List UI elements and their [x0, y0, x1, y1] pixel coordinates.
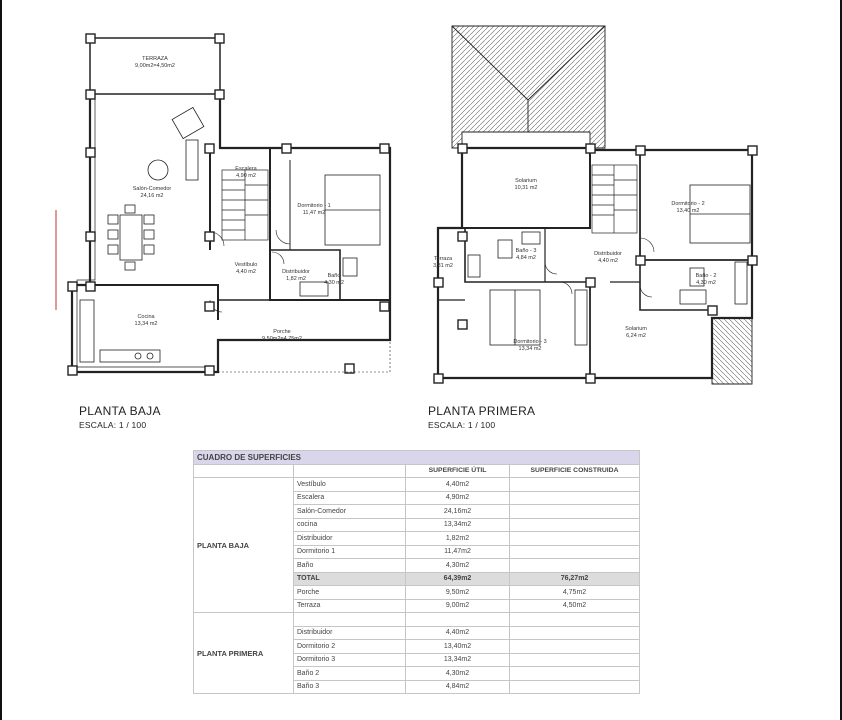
ground-floor-plan: [56, 34, 390, 375]
total-label: TOTAL: [294, 572, 406, 586]
util-cell: 9,50m2: [406, 586, 510, 600]
group-label-planta-baja: PLANTA BAJA: [194, 478, 294, 613]
room-name: Escalera: [235, 166, 257, 172]
util-cell: 13,34m2: [406, 518, 510, 532]
room-name: Dormitorio - 1: [297, 203, 331, 209]
room-cell: Porche: [294, 586, 406, 600]
table-row: [194, 613, 640, 627]
construida-cell: [510, 532, 640, 546]
room-area: 4,40 m2: [598, 258, 618, 264]
construida-cell: 4,50m2: [510, 599, 640, 613]
room-cell: cocina: [294, 518, 406, 532]
room-name: Vestíbulo: [234, 262, 258, 268]
room-area: 1,82 m2: [286, 276, 306, 282]
total-construida: 76,27m2: [510, 572, 640, 586]
column-header-row: [194, 464, 640, 478]
room-name: Solarium: [625, 326, 647, 332]
room-name: Dormitorio - 2: [671, 201, 705, 207]
util-cell: 9,00m2: [406, 599, 510, 613]
util-cell: 4,90m2: [406, 491, 510, 505]
construida-cell: [510, 667, 640, 681]
table-title: CUADRO DE SUPERFICIES: [194, 451, 640, 465]
construida-cell: [510, 491, 640, 505]
room-cell: Baño 2: [294, 667, 406, 681]
room-area: 6,24 m2: [626, 333, 646, 339]
room-area: 3,81 m2: [433, 263, 453, 269]
util-cell: 13,34m2: [406, 653, 510, 667]
room-cell: Baño 3: [294, 680, 406, 694]
room-area: 13,40 m2: [676, 208, 700, 214]
total-util: 64,39m2: [406, 572, 510, 586]
room-name: TERRAZA: [142, 56, 168, 62]
room-area: 9,50m2=4,75m2: [262, 336, 302, 342]
table-row: [194, 478, 640, 492]
room-area: 4,30 m2: [696, 280, 716, 286]
construida-cell: [510, 478, 640, 492]
ground-floor-scale: ESCALA: 1 / 100: [79, 420, 147, 430]
construida-cell: [510, 653, 640, 667]
util-cell: 4,40m2: [406, 478, 510, 492]
util-cell: 24,16m2: [406, 505, 510, 519]
col-header-construida: SUPERFICIE CONSTRUIDA: [510, 464, 640, 478]
group-label-planta-primera: PLANTA PRIMERA: [194, 613, 294, 694]
room-cell: Distribuidor: [294, 626, 406, 640]
room-area: 10,31 m2: [514, 185, 538, 191]
construida-cell: [510, 680, 640, 694]
room-cell: Escalera: [294, 491, 406, 505]
construida-cell: [510, 505, 640, 519]
room-name: Cocina: [137, 314, 155, 320]
construida-cell: [510, 626, 640, 640]
room-area: 13,34 m2: [134, 321, 158, 327]
room-area: 11,47 m2: [302, 210, 326, 216]
room-area: 4,30 m2: [324, 280, 344, 286]
util-cell: 11,47m2: [406, 545, 510, 559]
table-title-row: [194, 451, 640, 465]
first-floor-scale: ESCALA: 1 / 100: [428, 420, 496, 430]
room-area: 4,40 m2: [236, 269, 256, 275]
construida-cell: [510, 559, 640, 573]
room-cell: Vestíbulo: [294, 478, 406, 492]
room-name: Solarium: [515, 178, 537, 184]
room-area: 24,16 m2: [140, 193, 164, 199]
room-name: Baño: [327, 273, 341, 279]
surface-table: [193, 450, 640, 694]
room-area: 4,84 m2: [516, 255, 536, 261]
room-name: Distribuidor: [282, 269, 310, 275]
util-cell: 4,30m2: [406, 559, 510, 573]
room-name: Distribuidor: [594, 251, 622, 257]
util-cell: 4,40m2: [406, 626, 510, 640]
room-name: Terraza: [433, 256, 453, 262]
room-area: 9,00m2=4,50m2: [135, 63, 175, 69]
ground-floor-title: PLANTA BAJA: [79, 404, 161, 418]
construida-cell: [510, 518, 640, 532]
construida-cell: [510, 545, 640, 559]
room-area: 13,34 m2: [518, 346, 542, 352]
room-name: Baño - 3: [515, 248, 537, 254]
room-name: Salón-Comedor: [132, 186, 172, 192]
first-floor-plan: [434, 26, 757, 384]
room-cell: Distribuidor: [294, 532, 406, 546]
room-area: 4,90 m2: [236, 173, 256, 179]
util-cell: 4,84m2: [406, 680, 510, 694]
construida-cell: [510, 640, 640, 654]
util-cell: 1,82m2: [406, 532, 510, 546]
room-cell: Baño: [294, 559, 406, 573]
room-name: Dormitorio - 3: [513, 339, 547, 345]
room-name: Baño - 2: [695, 273, 717, 279]
first-floor-title: PLANTA PRIMERA: [428, 404, 536, 418]
util-cell: 13,40m2: [406, 640, 510, 654]
room-cell: Salón-Comedor: [294, 505, 406, 519]
room-cell: Dormitorio 3: [294, 653, 406, 667]
col-header-util: SUPERFICIE ÚTIL: [406, 464, 510, 478]
room-cell: Dormitorio 2: [294, 640, 406, 654]
construida-cell: 4,75m2: [510, 586, 640, 600]
room-cell: Terraza: [294, 599, 406, 613]
util-cell: 4,30m2: [406, 667, 510, 681]
room-name: Porche: [273, 329, 291, 335]
room-cell: Dormitorio 1: [294, 545, 406, 559]
